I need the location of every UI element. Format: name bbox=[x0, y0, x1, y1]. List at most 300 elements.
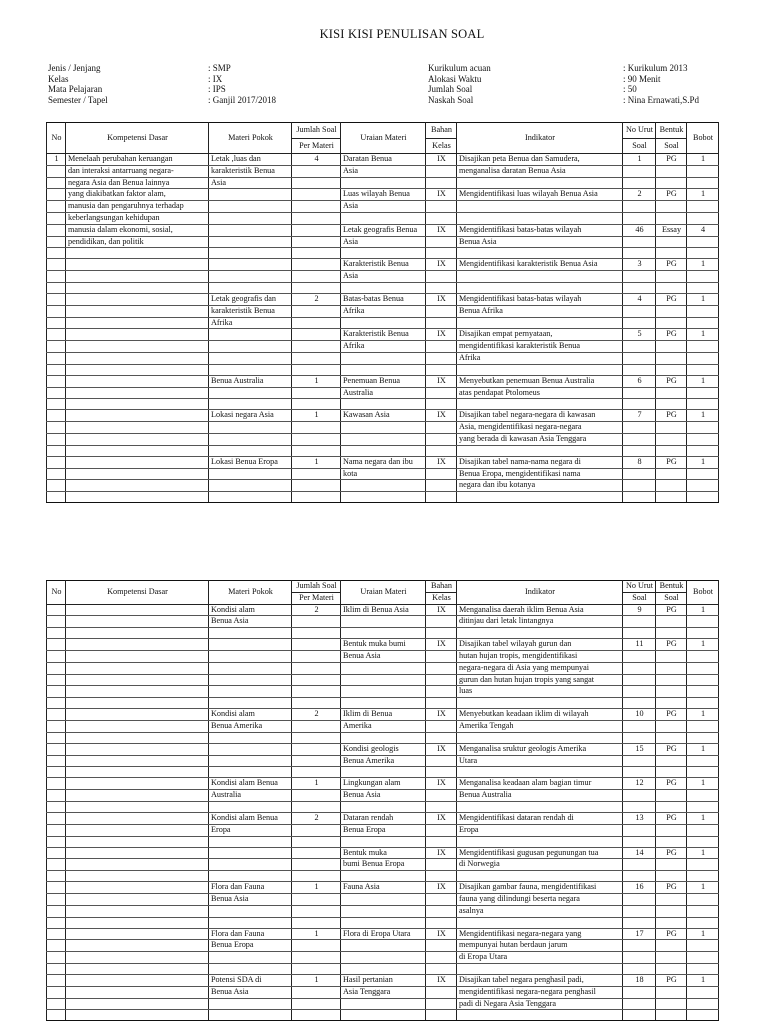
cell-no bbox=[47, 492, 66, 503]
table-row bbox=[47, 836, 719, 847]
cell-bobot bbox=[687, 662, 719, 674]
cell-materi-pokok: Kondisi alam Benua bbox=[209, 812, 292, 824]
cell-materi-pokok bbox=[209, 628, 292, 639]
cell-bahan-kelas: IX bbox=[426, 604, 457, 616]
cell-no bbox=[47, 1010, 66, 1021]
cell-bahan-kelas bbox=[426, 767, 457, 778]
header-per-materi: Per Materi bbox=[292, 139, 341, 154]
cell-no-urut bbox=[623, 1010, 656, 1021]
cell-bahan-kelas: IX bbox=[426, 189, 457, 201]
cell-materi-pokok: Letak geografis dan bbox=[209, 293, 292, 305]
cell-kompetensi-dasar bbox=[66, 940, 209, 952]
cell-jumlah-soal bbox=[292, 364, 341, 375]
cell-kompetensi-dasar bbox=[66, 639, 209, 651]
cell-kompetensi-dasar bbox=[66, 282, 209, 293]
header-bentuk: Bentuk bbox=[656, 123, 687, 139]
cell-indikator: Mengidentifikasi gugusan pegunungan tua bbox=[457, 847, 623, 859]
cell-no-urut bbox=[623, 650, 656, 662]
cell-bahan-kelas bbox=[426, 893, 457, 905]
cell-jumlah-soal: 2 bbox=[292, 293, 341, 305]
cell-bahan-kelas: IX bbox=[426, 410, 457, 422]
cell-bentuk-soal bbox=[656, 871, 687, 882]
meta-label: Alokasi Waktu bbox=[428, 73, 482, 84]
cell-kompetensi-dasar: yang diakibatkan faktor alam, bbox=[66, 189, 209, 201]
cell-no-urut bbox=[623, 836, 656, 847]
cell-no bbox=[47, 893, 66, 905]
cell-no-urut: 11 bbox=[623, 639, 656, 651]
cell-bentuk-soal bbox=[656, 628, 687, 639]
cell-bahan-kelas bbox=[426, 859, 457, 871]
cell-no-urut bbox=[623, 905, 656, 917]
cell-kompetensi-dasar bbox=[66, 364, 209, 375]
cell-materi-pokok bbox=[209, 468, 292, 480]
cell-materi-pokok bbox=[209, 952, 292, 964]
cell-no bbox=[47, 271, 66, 283]
cell-jumlah-soal bbox=[292, 189, 341, 201]
header-no-urut: No Urut bbox=[623, 581, 656, 593]
cell-indikator: negara dan ibu kotanya bbox=[457, 480, 623, 492]
cell-bahan-kelas: IX bbox=[426, 639, 457, 651]
cell-uraian-materi: Benua Eropa bbox=[341, 824, 426, 836]
cell-bentuk-soal bbox=[656, 399, 687, 410]
cell-jumlah-soal bbox=[292, 650, 341, 662]
cell-bobot bbox=[687, 492, 719, 503]
cell-bobot: 1 bbox=[687, 154, 719, 166]
cell-indikator: Eropa bbox=[457, 824, 623, 836]
cell-materi-pokok: Benua Asia bbox=[209, 986, 292, 998]
cell-bobot: 4 bbox=[687, 224, 719, 236]
cell-indikator bbox=[457, 767, 623, 778]
cell-no bbox=[47, 616, 66, 628]
cell-materi-pokok: Flora dan Fauna bbox=[209, 882, 292, 894]
cell-uraian-materi: kota bbox=[341, 468, 426, 480]
cell-no-urut: 13 bbox=[623, 812, 656, 824]
meta-value: : Kurikulum 2013 bbox=[623, 63, 688, 73]
cell-no-urut bbox=[623, 732, 656, 743]
cell-jumlah-soal bbox=[292, 755, 341, 767]
cell-no bbox=[47, 628, 66, 639]
meta-value: : 90 Menit bbox=[623, 73, 661, 84]
cell-bobot bbox=[687, 674, 719, 686]
cell-kompetensi-dasar bbox=[66, 790, 209, 802]
cell-indikator bbox=[457, 698, 623, 709]
table-row bbox=[47, 445, 719, 456]
cell-uraian-materi: Afrika bbox=[341, 341, 426, 353]
cell-indikator: Asia, mengidentifikasi negara-negara bbox=[457, 422, 623, 434]
meta-value: : IX bbox=[208, 73, 223, 84]
cell-bobot bbox=[687, 755, 719, 767]
cell-uraian-materi bbox=[341, 905, 426, 917]
cell-indikator: atas pendapat Ptolomeus bbox=[457, 387, 623, 399]
cell-kompetensi-dasar: negara Asia dan Benua lainnya bbox=[66, 177, 209, 189]
cell-materi-pokok bbox=[209, 212, 292, 224]
table-row bbox=[47, 628, 719, 639]
cell-kompetensi-dasar bbox=[66, 847, 209, 859]
cell-bobot bbox=[687, 399, 719, 410]
cell-kompetensi-dasar bbox=[66, 905, 209, 917]
cell-materi-pokok: Australia bbox=[209, 790, 292, 802]
table-row bbox=[47, 177, 719, 189]
cell-bentuk-soal bbox=[656, 422, 687, 434]
cell-bentuk-soal bbox=[656, 859, 687, 871]
cell-bobot bbox=[687, 177, 719, 189]
cell-indikator bbox=[457, 871, 623, 882]
cell-bobot bbox=[687, 940, 719, 952]
cell-no bbox=[47, 177, 66, 189]
cell-bobot: 1 bbox=[687, 812, 719, 824]
cell-materi-pokok bbox=[209, 189, 292, 201]
cell-bobot: 1 bbox=[687, 604, 719, 616]
cell-bahan-kelas bbox=[426, 248, 457, 259]
cell-jumlah-soal bbox=[292, 341, 341, 353]
cell-jumlah-soal bbox=[292, 824, 341, 836]
cell-bobot: 1 bbox=[687, 778, 719, 790]
cell-uraian-materi: Kawasan Asia bbox=[341, 410, 426, 422]
cell-no-urut: 1 bbox=[623, 154, 656, 166]
cell-kompetensi-dasar bbox=[66, 743, 209, 755]
cell-uraian-materi bbox=[341, 248, 426, 259]
cell-materi-pokok: karakteristik Benua bbox=[209, 305, 292, 317]
table-row bbox=[47, 271, 719, 283]
cell-no bbox=[47, 963, 66, 974]
cell-bahan-kelas bbox=[426, 963, 457, 974]
cell-kompetensi-dasar bbox=[66, 974, 209, 986]
cell-materi-pokok bbox=[209, 445, 292, 456]
cell-bahan-kelas bbox=[426, 468, 457, 480]
cell-uraian-materi bbox=[341, 952, 426, 964]
cell-bobot: 1 bbox=[687, 639, 719, 651]
cell-materi-pokok: Lokasi negara Asia bbox=[209, 410, 292, 422]
cell-no-urut bbox=[623, 767, 656, 778]
cell-bahan-kelas bbox=[426, 352, 457, 364]
header-indikator: Indikator bbox=[457, 123, 623, 154]
cell-bobot bbox=[687, 905, 719, 917]
cell-no-urut bbox=[623, 305, 656, 317]
cell-no bbox=[47, 352, 66, 364]
cell-no bbox=[47, 650, 66, 662]
cell-indikator: negara-negara di Asia yang mempunyai bbox=[457, 662, 623, 674]
cell-bobot bbox=[687, 616, 719, 628]
cell-no-urut bbox=[623, 662, 656, 674]
table-row bbox=[47, 433, 719, 445]
cell-no-urut bbox=[623, 963, 656, 974]
cell-no bbox=[47, 410, 66, 422]
cell-bahan-kelas bbox=[426, 698, 457, 709]
cell-no bbox=[47, 305, 66, 317]
header-materi-pokok: Materi Pokok bbox=[209, 123, 292, 154]
cell-jumlah-soal bbox=[292, 248, 341, 259]
cell-jumlah-soal bbox=[292, 905, 341, 917]
cell-no bbox=[47, 387, 66, 399]
cell-bahan-kelas: IX bbox=[426, 743, 457, 755]
table-row bbox=[47, 165, 719, 177]
cell-no bbox=[47, 871, 66, 882]
cell-bobot bbox=[687, 364, 719, 375]
cell-jumlah-soal bbox=[292, 940, 341, 952]
cell-indikator bbox=[457, 917, 623, 928]
table-row bbox=[47, 778, 719, 790]
cell-kompetensi-dasar bbox=[66, 317, 209, 329]
cell-uraian-materi bbox=[341, 698, 426, 709]
cell-indikator: Disajikan empat pernyataan, bbox=[457, 329, 623, 341]
cell-jumlah-soal bbox=[292, 616, 341, 628]
cell-bentuk-soal: PG bbox=[656, 375, 687, 387]
cell-indikator: asalnya bbox=[457, 905, 623, 917]
cell-bobot bbox=[687, 917, 719, 928]
cell-uraian-materi: Iklim di Benua Asia bbox=[341, 604, 426, 616]
cell-bobot bbox=[687, 480, 719, 492]
cell-bobot bbox=[687, 801, 719, 812]
table-row bbox=[47, 743, 719, 755]
cell-indikator bbox=[457, 212, 623, 224]
cell-bentuk-soal bbox=[656, 445, 687, 456]
cell-no-urut bbox=[623, 177, 656, 189]
cell-bahan-kelas bbox=[426, 364, 457, 375]
cell-no-urut bbox=[623, 893, 656, 905]
cell-jumlah-soal bbox=[292, 986, 341, 998]
header-uraian-materi: Uraian Materi bbox=[341, 581, 426, 605]
cell-materi-pokok: Flora dan Fauna bbox=[209, 928, 292, 940]
cell-bentuk-soal: PG bbox=[656, 259, 687, 271]
cell-no-urut bbox=[623, 917, 656, 928]
cell-kompetensi-dasar: pendidikan, dan politik bbox=[66, 236, 209, 248]
cell-bahan-kelas bbox=[426, 790, 457, 802]
cell-indikator: Mengidentifikasi karakteristik Benua Asia bbox=[457, 259, 623, 271]
cell-bahan-kelas: IX bbox=[426, 709, 457, 721]
meta-value: : IPS bbox=[208, 84, 226, 95]
cell-materi-pokok bbox=[209, 871, 292, 882]
cell-kompetensi-dasar bbox=[66, 928, 209, 940]
cell-no bbox=[47, 201, 66, 213]
cell-uraian-materi bbox=[341, 767, 426, 778]
cell-indikator: Benua Afrika bbox=[457, 305, 623, 317]
cell-jumlah-soal bbox=[292, 201, 341, 213]
cell-bentuk-soal bbox=[656, 790, 687, 802]
cell-bobot bbox=[687, 698, 719, 709]
cell-bahan-kelas bbox=[426, 1010, 457, 1021]
cell-bobot bbox=[687, 212, 719, 224]
cell-no-urut bbox=[623, 986, 656, 998]
cell-indikator: Mengidentifikasi negara-negara yang bbox=[457, 928, 623, 940]
cell-bahan-kelas: IX bbox=[426, 329, 457, 341]
cell-jumlah-soal bbox=[292, 271, 341, 283]
cell-no bbox=[47, 468, 66, 480]
cell-bahan-kelas bbox=[426, 940, 457, 952]
cell-jumlah-soal bbox=[292, 743, 341, 755]
cell-indikator: Menganalisa sruktur geologis Amerika bbox=[457, 743, 623, 755]
table-row bbox=[47, 480, 719, 492]
cell-jumlah-soal bbox=[292, 801, 341, 812]
cell-no-urut bbox=[623, 616, 656, 628]
cell-no-urut bbox=[623, 445, 656, 456]
meta-value: : Nina Ernawati,S.Pd bbox=[623, 94, 699, 105]
cell-kompetensi-dasar bbox=[66, 986, 209, 998]
cell-kompetensi-dasar bbox=[66, 628, 209, 639]
cell-no-urut bbox=[623, 871, 656, 882]
cell-uraian-materi: Flora di Eropa Utara bbox=[341, 928, 426, 940]
cell-uraian-materi: Asia bbox=[341, 236, 426, 248]
cell-indikator bbox=[457, 271, 623, 283]
cell-jumlah-soal bbox=[292, 352, 341, 364]
cell-uraian-materi: Benua Amerika bbox=[341, 755, 426, 767]
table-row bbox=[47, 790, 719, 802]
cell-bahan-kelas bbox=[426, 212, 457, 224]
cell-indikator: Menganalisa keadaan alam bagian timur bbox=[457, 778, 623, 790]
cell-uraian-materi: bumi Benua Eropa bbox=[341, 859, 426, 871]
cell-no-urut: 3 bbox=[623, 259, 656, 271]
table-row bbox=[47, 248, 719, 259]
cell-bentuk-soal bbox=[656, 492, 687, 503]
table-row bbox=[47, 720, 719, 732]
header-soal: Soal bbox=[656, 592, 687, 604]
cell-jumlah-soal bbox=[292, 767, 341, 778]
cell-no-urut bbox=[623, 998, 656, 1010]
cell-bobot bbox=[687, 433, 719, 445]
cell-materi-pokok: Eropa bbox=[209, 824, 292, 836]
cell-uraian-materi bbox=[341, 492, 426, 503]
cell-uraian-materi: Benua Asia bbox=[341, 650, 426, 662]
cell-bobot bbox=[687, 824, 719, 836]
cell-kompetensi-dasar bbox=[66, 616, 209, 628]
table-row bbox=[47, 212, 719, 224]
table-row bbox=[47, 259, 719, 271]
cell-no-urut bbox=[623, 341, 656, 353]
cell-bahan-kelas: IX bbox=[426, 375, 457, 387]
cell-materi-pokok: Asia bbox=[209, 177, 292, 189]
table-row bbox=[47, 616, 719, 628]
cell-bentuk-soal: PG bbox=[656, 410, 687, 422]
cell-uraian-materi bbox=[341, 940, 426, 952]
table-row bbox=[47, 317, 719, 329]
cell-no bbox=[47, 329, 66, 341]
cell-bobot bbox=[687, 986, 719, 998]
cell-bahan-kelas bbox=[426, 662, 457, 674]
cell-no-urut: 2 bbox=[623, 189, 656, 201]
header-materi-pokok: Materi Pokok bbox=[209, 581, 292, 605]
cell-indikator: Disajikan tabel negara penghasil padi, bbox=[457, 974, 623, 986]
cell-uraian-materi: Penemuan Benua bbox=[341, 375, 426, 387]
cell-bahan-kelas bbox=[426, 480, 457, 492]
cell-bentuk-soal bbox=[656, 986, 687, 998]
cell-no-urut: 4 bbox=[623, 293, 656, 305]
cell-no-urut bbox=[623, 248, 656, 259]
cell-no bbox=[47, 698, 66, 709]
cell-bahan-kelas: IX bbox=[426, 882, 457, 894]
header-bobot: Bobot bbox=[687, 581, 719, 605]
table-row bbox=[47, 1010, 719, 1021]
table-row bbox=[47, 755, 719, 767]
cell-bobot bbox=[687, 341, 719, 353]
cell-bentuk-soal bbox=[656, 1010, 687, 1021]
table-row bbox=[47, 282, 719, 293]
cell-jumlah-soal bbox=[292, 422, 341, 434]
cell-materi-pokok bbox=[209, 963, 292, 974]
cell-bentuk-soal bbox=[656, 893, 687, 905]
cell-no-urut bbox=[623, 364, 656, 375]
table-2-body bbox=[47, 604, 719, 1021]
cell-bahan-kelas: IX bbox=[426, 812, 457, 824]
cell-kompetensi-dasar bbox=[66, 293, 209, 305]
meta-right-labels bbox=[428, 63, 491, 105]
cell-bahan-kelas bbox=[426, 317, 457, 329]
cell-uraian-materi: Iklim di Benua bbox=[341, 709, 426, 721]
cell-materi-pokok bbox=[209, 387, 292, 399]
cell-uraian-materi: Bentuk muka bumi bbox=[341, 639, 426, 651]
cell-no bbox=[47, 940, 66, 952]
cell-no-urut bbox=[623, 952, 656, 964]
cell-kompetensi-dasar bbox=[66, 767, 209, 778]
cell-bobot: 1 bbox=[687, 189, 719, 201]
cell-jumlah-soal bbox=[292, 399, 341, 410]
cell-kompetensi-dasar bbox=[66, 604, 209, 616]
cell-kompetensi-dasar bbox=[66, 492, 209, 503]
cell-kompetensi-dasar bbox=[66, 963, 209, 974]
cell-indikator: gurun dan hutan hujan tropis yang sangat bbox=[457, 674, 623, 686]
cell-bentuk-soal: PG bbox=[656, 329, 687, 341]
cell-no-urut bbox=[623, 755, 656, 767]
cell-bahan-kelas bbox=[426, 433, 457, 445]
cell-materi-pokok: Benua Amerika bbox=[209, 720, 292, 732]
cell-bentuk-soal bbox=[656, 952, 687, 964]
cell-materi-pokok bbox=[209, 1010, 292, 1021]
cell-no-urut bbox=[623, 271, 656, 283]
cell-uraian-materi bbox=[341, 732, 426, 743]
cell-no bbox=[47, 801, 66, 812]
cell-uraian-materi: Batas-batas Benua bbox=[341, 293, 426, 305]
cell-bentuk-soal: PG bbox=[656, 456, 687, 468]
cell-bobot bbox=[687, 952, 719, 964]
header-no: No bbox=[47, 123, 66, 154]
cell-uraian-materi bbox=[341, 1010, 426, 1021]
cell-indikator bbox=[457, 177, 623, 189]
cell-uraian-materi: Benua Asia bbox=[341, 790, 426, 802]
cell-indikator: padi di Negara Asia Tenggara bbox=[457, 998, 623, 1010]
cell-uraian-materi bbox=[341, 445, 426, 456]
cell-materi-pokok: Kondisi alam bbox=[209, 604, 292, 616]
header-kelas: Kelas bbox=[426, 592, 457, 604]
cell-jumlah-soal bbox=[292, 893, 341, 905]
cell-no-urut: 46 bbox=[623, 224, 656, 236]
cell-materi-pokok: Benua Australia bbox=[209, 375, 292, 387]
cell-uraian-materi bbox=[341, 433, 426, 445]
cell-indikator: di Norwegia bbox=[457, 859, 623, 871]
table-row bbox=[47, 293, 719, 305]
table-row bbox=[47, 468, 719, 480]
cell-bobot bbox=[687, 871, 719, 882]
cell-uraian-materi bbox=[341, 399, 426, 410]
cell-materi-pokok: Kondisi alam Benua bbox=[209, 778, 292, 790]
cell-uraian-materi: Australia bbox=[341, 387, 426, 399]
cell-uraian-materi: Karakteristik Benua bbox=[341, 329, 426, 341]
cell-bentuk-soal bbox=[656, 767, 687, 778]
header-soal: Soal bbox=[623, 139, 656, 154]
cell-no bbox=[47, 905, 66, 917]
cell-uraian-materi bbox=[341, 282, 426, 293]
cell-kompetensi-dasar bbox=[66, 480, 209, 492]
cell-no bbox=[47, 456, 66, 468]
cell-bentuk-soal: PG bbox=[656, 778, 687, 790]
meta-label: Kurikulum acuan bbox=[428, 63, 491, 73]
cell-bahan-kelas bbox=[426, 399, 457, 410]
cell-uraian-materi bbox=[341, 317, 426, 329]
cell-no bbox=[47, 224, 66, 236]
cell-no-urut bbox=[623, 859, 656, 871]
cell-bahan-kelas bbox=[426, 616, 457, 628]
cell-uraian-materi bbox=[341, 352, 426, 364]
cell-kompetensi-dasar bbox=[66, 836, 209, 847]
table-row bbox=[47, 952, 719, 964]
cell-jumlah-soal: 4 bbox=[292, 154, 341, 166]
